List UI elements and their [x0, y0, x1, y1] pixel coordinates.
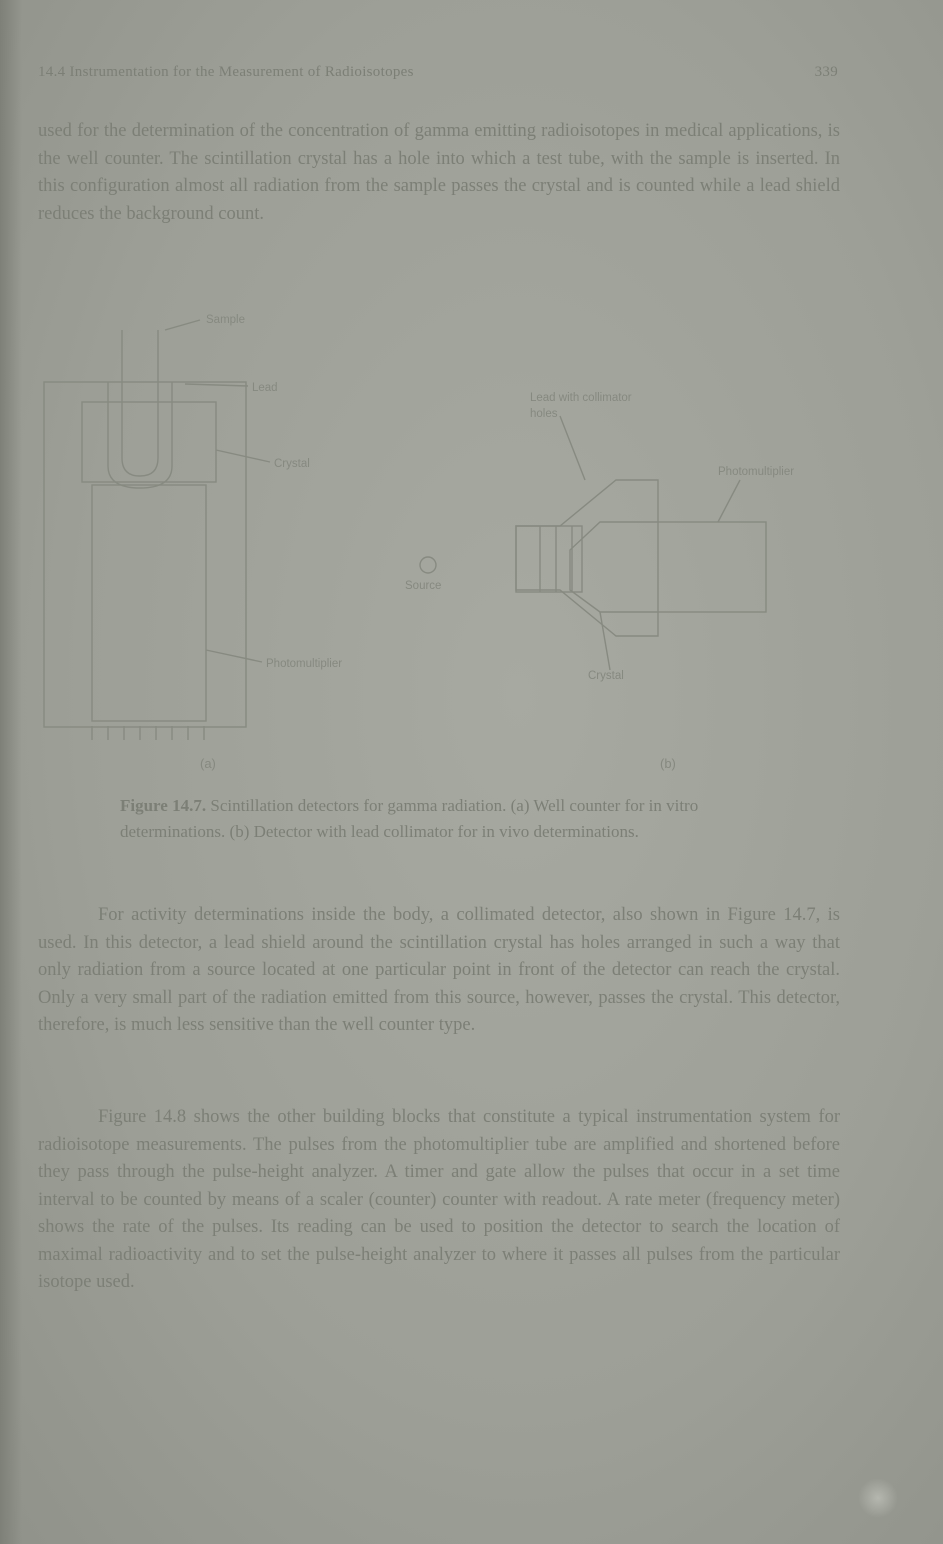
- page-number: 339: [814, 64, 838, 80]
- source-dot: [420, 557, 436, 573]
- label-crystal-a: Crystal: [274, 458, 310, 470]
- running-head: [38, 64, 838, 88]
- label-panel-a: (a): [200, 756, 216, 771]
- figure-14-7: [0, 290, 943, 790]
- sample-leader: [165, 320, 200, 330]
- collimator-shield: [516, 480, 658, 636]
- label-crystal-b: Crystal: [588, 670, 624, 682]
- pm-leader-a: [206, 650, 262, 662]
- label-lead-with-holes: Lead with collimator holes: [530, 392, 632, 420]
- caption-label: Figure 14.7.: [120, 796, 207, 815]
- label-sample: Sample: [206, 314, 245, 326]
- figure-drawing: [0, 290, 943, 790]
- lead-leader: [185, 384, 248, 386]
- paragraph-1: For activity determinations inside the body, a collimated detector, also shown in Figure 14.7, is used. In this detector, a lead shield around the scintillation crystal has holes arranged in such a way that only radiation from a source located at one particular point in front of the detector can reach the crystal. Only a very small part of the radiation emitted from this source, however, passes the crystal. This detector, therefore, is much less sensitive than the well counter type.: [38, 905, 840, 1035]
- figure-caption: [120, 793, 800, 845]
- running-head-title: 14.4 Instrumentation for the Measurement of Radioisotopes: [38, 64, 414, 80]
- base-pins: [92, 726, 204, 740]
- well-hole: [108, 382, 172, 488]
- paragraph-top: used for the determination of the concentration of gamma emitting radioisotopes in medical applications, is the well counter. The scintillation crystal has a hole into which a test tube, with the sample is inserted. In this configuration almost all radiation from the sample passes the crystal and is counted while a lead shield reduces the background count.: [38, 121, 840, 224]
- label-photomultiplier-b: Photomultiplier: [718, 466, 795, 478]
- lead-holes-leader: [560, 416, 585, 480]
- label-lead: Lead: [252, 382, 278, 394]
- collimator-holes: [540, 526, 572, 592]
- crystal-outline: [82, 402, 216, 482]
- label-photomultiplier-a: Photomultiplier: [266, 658, 343, 670]
- caption-text: Scintillation detectors for gamma radiation. (a) Well counter for in vitro determinations. (b) Detector with lead collimator for in vivo determinations.: [120, 796, 699, 841]
- paragraph-2: Figure 14.8 shows the other building blocks that constitute a typical instrumentation system for radioisotope measurements. The pulses from the photomultiplier tube are amplified and shortened before they pass through the pulse-height analyzer. A timer and gate allow the pulses that occur in a set time interval to be counted by means of a scaler (counter) counter with readout. A rate meter (frequency meter) shows the rate of the pulses. Its reading can be used to position the detector to search the location of maximal radioactivity and to set the pulse-height analyzer to where it passes all pulses from the particular isotope used.: [38, 1107, 840, 1292]
- crystal-leader: [216, 450, 270, 462]
- photomultiplier-tube-b: [658, 522, 766, 612]
- pm-leader-b: [718, 480, 740, 522]
- crystal-b-leader: [600, 612, 610, 670]
- test-tube: [122, 330, 158, 476]
- label-source: Source: [405, 580, 442, 592]
- scan-artifact: [858, 1478, 898, 1518]
- photomultiplier-tube-a: [92, 485, 206, 721]
- label-panel-b: (b): [660, 756, 676, 771]
